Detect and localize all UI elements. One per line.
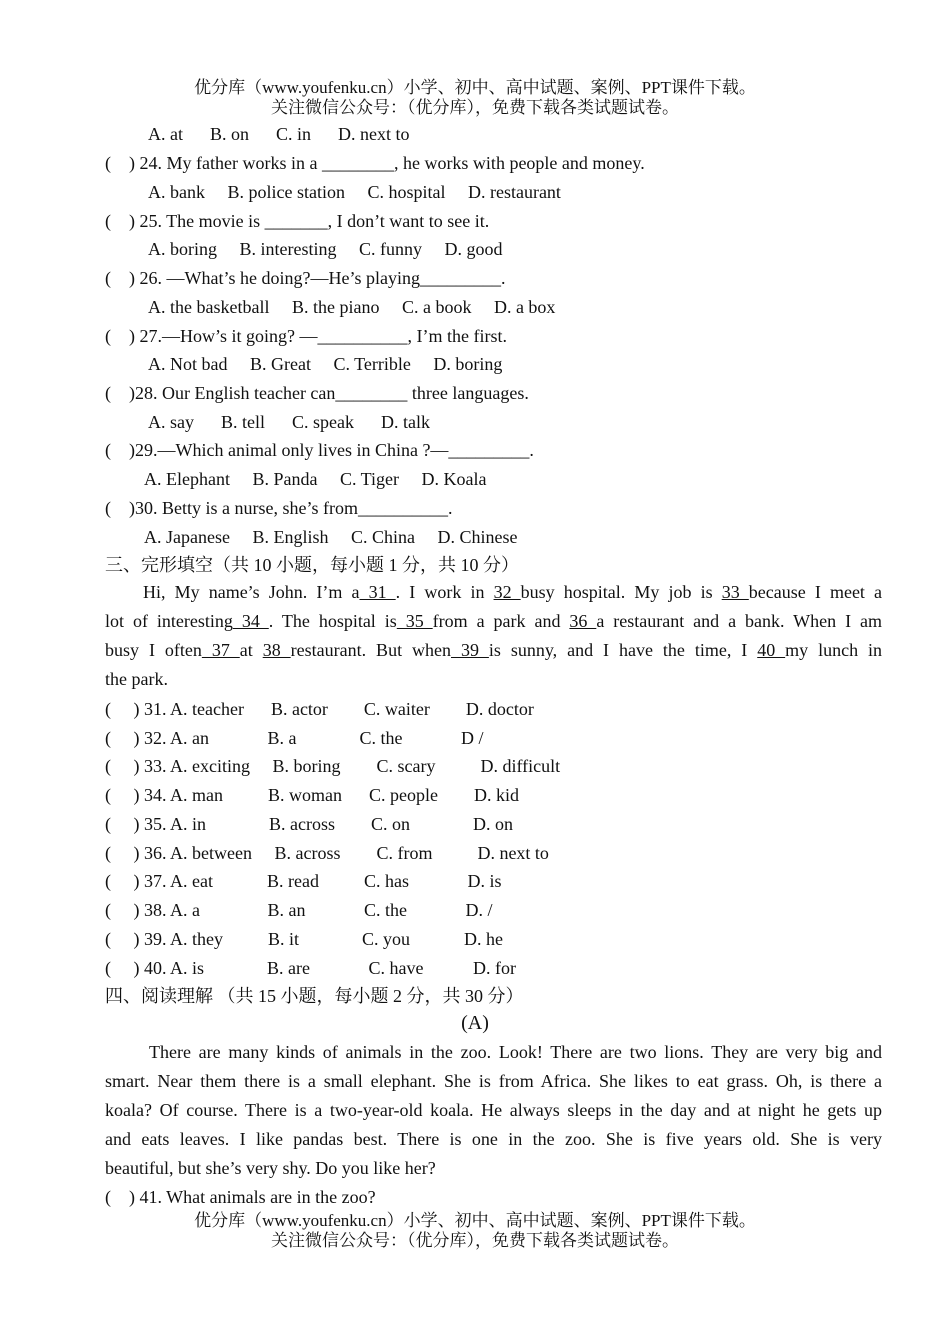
blank-33: 33	[721, 582, 749, 602]
q26-options: A. the basketball B. the piano C. a book D. a box	[148, 297, 556, 317]
question-31: ( ) 31. A. teacher B. actor C. waiter D. doctor	[105, 699, 534, 719]
blank-35: 35	[396, 611, 433, 631]
question-40: ( ) 40. A. is B. are C. have D. for	[105, 958, 516, 978]
q28-options: A. say B. tell C. speak D. talk	[148, 412, 430, 432]
question-34: ( ) 34. A. man B. woman C. people D. kid	[105, 785, 519, 805]
reading-line-1: There are many kinds of animals in the zoo. Look! There are two lions. They are very big and	[149, 1042, 882, 1062]
question-26: ( ) 26. —What’s he doing?—He’s playing_________.	[105, 268, 506, 288]
q30-options: A. Japanese B. English C. China D. Chinese	[144, 527, 518, 547]
footer-line-1: 优分库（www.youfenku.cn）小学、初中、高中试题、案例、PPT课件下载。	[194, 1211, 756, 1230]
reading-line-4: and eats leaves. I like pandas best. There is one in the zoo. She is five years old. She is very	[105, 1129, 882, 1149]
reading-line-2: smart. Near them there is a small elephant. She is from Africa. She likes to eat grass. Oh, is there a	[105, 1071, 882, 1091]
question-30: ( )30. Betty is a nurse, she’s from__________.	[105, 498, 453, 518]
footer-line-2: 关注微信公众号：（优分库），免费下载各类试题试卷。	[271, 1231, 679, 1250]
question-33: ( ) 33. A. exciting B. boring C. scary D. difficult	[105, 756, 561, 776]
reading-part-a: (A)	[461, 1012, 489, 1034]
q29-options: A. Elephant B. Panda C. Tiger D. Koala	[144, 469, 487, 489]
cloze-line-1: Hi, My name’s John. I’m a 31 . I work in 32 busy hospital. My job is 33 because I meet a	[143, 582, 883, 602]
reading-line-3: koala? Of course. There is a two-year-old koala. He always sleeps in the day and at night he gets up	[105, 1100, 882, 1120]
question-38: ( ) 38. A. a B. an C. the D. /	[105, 900, 493, 920]
blank-31: 31	[359, 582, 396, 602]
question-24: ( ) 24. My father works in a ________, he works with people and money.	[105, 153, 645, 173]
q23-options: A. at B. on C. in D. next to	[148, 124, 410, 144]
reading-line-5: beautiful, but she’s very shy. Do you like her?	[105, 1158, 436, 1178]
question-27: ( ) 27.—How’s it going? —__________, I’m the first.	[105, 326, 507, 346]
question-36: ( ) 36. A. between B. across C. from D. next to	[105, 843, 549, 863]
blank-38: 38	[262, 640, 291, 660]
reading-passage	[105, 1038, 882, 1183]
cloze-line-3: busy I often 37 at 38 restaurant. But when 39 is sunny, and I have the time, I 40 my lunch in	[105, 640, 883, 660]
question-37: ( ) 37. A. eat B. read C. has D. is	[105, 871, 502, 891]
q25-options: A. boring B. interesting C. funny D. good	[148, 239, 503, 259]
question-29: ( )29.—Which animal only lives in China ?—_________.	[105, 440, 534, 460]
cloze-section-title: 三、完形填空（共 10 小题，每小题 1 分，共 10 分）	[105, 555, 519, 575]
cloze-line-4: the park.	[105, 669, 168, 689]
blank-36: 36	[569, 611, 597, 631]
question-32: ( ) 32. A. an B. a C. the D /	[105, 728, 484, 748]
question-28: ( )28. Our English teacher can________ three languages.	[105, 383, 529, 403]
blank-40: 40	[757, 640, 786, 660]
question-39: ( ) 39. A. they B. it C. you D. he	[105, 929, 503, 949]
header-line-1: 优分库（www.youfenku.cn）小学、初中、高中试题、案例、PPT课件下载。	[194, 78, 756, 97]
blank-39: 39	[451, 640, 489, 660]
cloze-passage	[105, 578, 882, 694]
q27-options: A. Not bad B. Great C. Terrible D. boring	[148, 354, 503, 374]
question-35: ( ) 35. A. in B. across C. on D. on	[105, 814, 513, 834]
reading-section-title: 四、阅读理解 （共 15 小题，每小题 2 分，共 30 分）	[105, 986, 524, 1006]
cloze-line-2: lot of interesting 34 . The hospital is 35 from a park and 36 a restaurant and a bank. When I am	[105, 611, 883, 631]
blank-32: 32	[493, 582, 521, 602]
question-41: ( ) 41. What animals are in the zoo?	[105, 1187, 376, 1207]
header-line-2: 关注微信公众号：（优分库），免费下载各类试题试卷。	[271, 98, 679, 117]
blank-34: 34	[232, 611, 269, 631]
blank-37: 37	[201, 640, 240, 660]
question-25: ( ) 25. The movie is _______, I don’t want to see it.	[105, 211, 490, 231]
q24-options: A. bank B. police station C. hospital D. restaurant	[148, 182, 561, 202]
